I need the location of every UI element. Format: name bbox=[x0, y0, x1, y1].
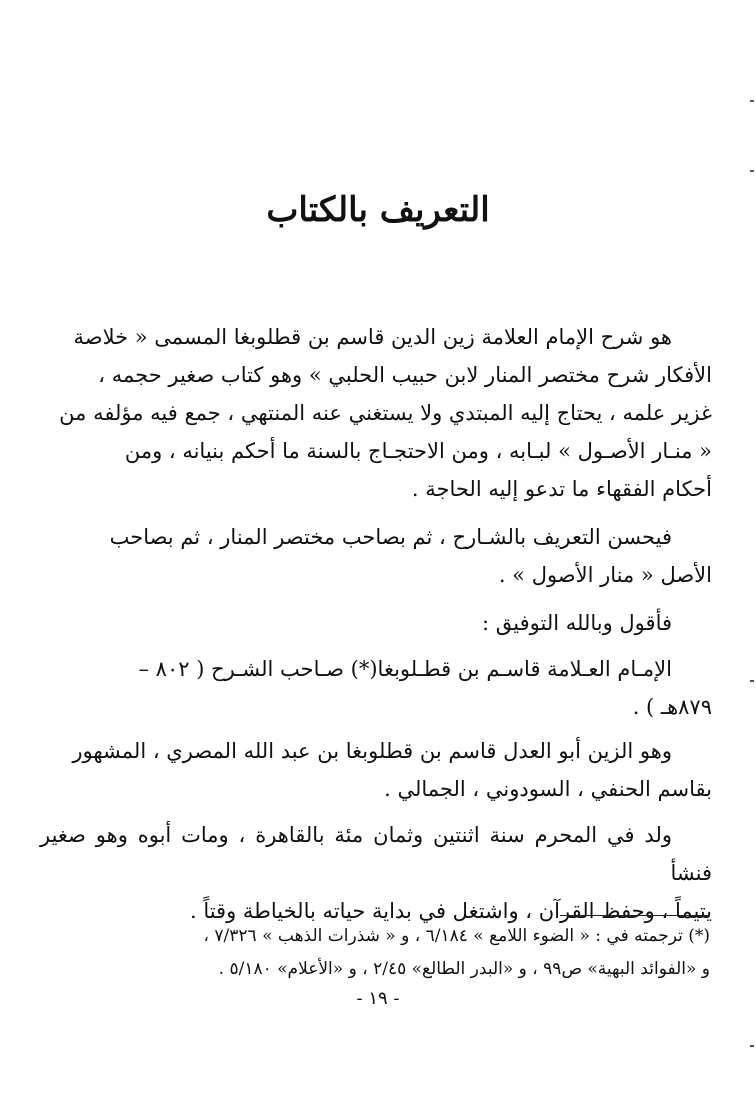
text-line: الإمـام العـلامة قاسـم بن قطـلوبغا(*) صـاحب الشـرح ( ٨٠٢ – bbox=[138, 657, 672, 681]
text-line: فيحسن التعريف بالشـارح ، ثم بصاحب مختصر المنار ، ثم بصاحب bbox=[109, 525, 672, 549]
text-line: وهو الزين أبو العدل قاسم بن قطلوبغا بن عبد الله المصري ، المشهور bbox=[72, 739, 672, 763]
text-line: ٨٧٩هـ ) . bbox=[632, 695, 712, 719]
body-text bbox=[40, 518, 712, 594]
paragraph-6 bbox=[40, 816, 712, 930]
body-text bbox=[40, 318, 712, 508]
page-number: - ١٩ - bbox=[356, 988, 400, 1009]
text-line: يتيماً ، وحفظ القرآن ، واشتغل في بداية حياته بالخياطة وقتاً . bbox=[189, 899, 712, 923]
paragraph-5 bbox=[40, 732, 712, 808]
body-text bbox=[40, 650, 712, 726]
footnote-separator bbox=[560, 915, 710, 916]
text-line: الأفكار شرح مختصر المنار لابن حبيب الحلبي » وهو كتاب صغير حجمه ، bbox=[98, 363, 712, 387]
text-line: هو شرح الإمام العلامة زين الدين قاسم بن قطلوبغا المسمى « خلاصة bbox=[73, 325, 672, 349]
scan-edge-mark bbox=[750, 170, 754, 172]
page-title: التعريف بالكتاب bbox=[266, 190, 490, 230]
scan-edge-mark bbox=[750, 1045, 754, 1047]
paragraph-4 bbox=[40, 650, 712, 726]
text-line: أحكام الفقهاء ما تدعو إليه الحاجة . bbox=[411, 477, 712, 501]
scan-edge-mark bbox=[750, 680, 754, 682]
text-line: ولد في المحرم سنة اثنتين وثمان مئة بالقاهرة ، ومات أبوه وهو صغير فنشأ bbox=[40, 823, 712, 885]
body-text bbox=[40, 604, 712, 642]
text-line: بقاسم الحنفي ، السودوني ، الجمالي . bbox=[384, 777, 712, 801]
text-line: غزير علمه ، يحتاج إليه المبتدي ولا يستغني عنه المنتهي ، جمع فيه مؤلفه من bbox=[59, 401, 712, 425]
scan-edge-mark bbox=[750, 100, 754, 102]
text-line: الأصل « منار الأصول » . bbox=[498, 563, 712, 587]
footnote-line: و «الفوائد البهية» ص٩٩ ، و «البدر الطالع» ٢/٤٥ ، و «الأعلام» ٥/١٨٠ . bbox=[218, 959, 710, 979]
paragraph-3 bbox=[40, 604, 712, 642]
body-text bbox=[40, 816, 712, 930]
body-text bbox=[40, 732, 712, 808]
paragraph-1 bbox=[40, 318, 712, 508]
footnote-line: (*) ترجمته في : « الضوء اللامع » ٦/١٨٤ ، و « شذرات الذهب » ٧/٣٢٦ ، bbox=[203, 926, 710, 946]
text-line: « منـار الأصـول » لبـابه ، ومن الاحتجـاج بالسنة ما أحكم بنيانه ، ومن bbox=[124, 439, 712, 463]
paragraph-2 bbox=[40, 518, 712, 594]
text-line: فأقول وبالله التوفيق : bbox=[482, 611, 672, 635]
footnote bbox=[40, 920, 710, 986]
